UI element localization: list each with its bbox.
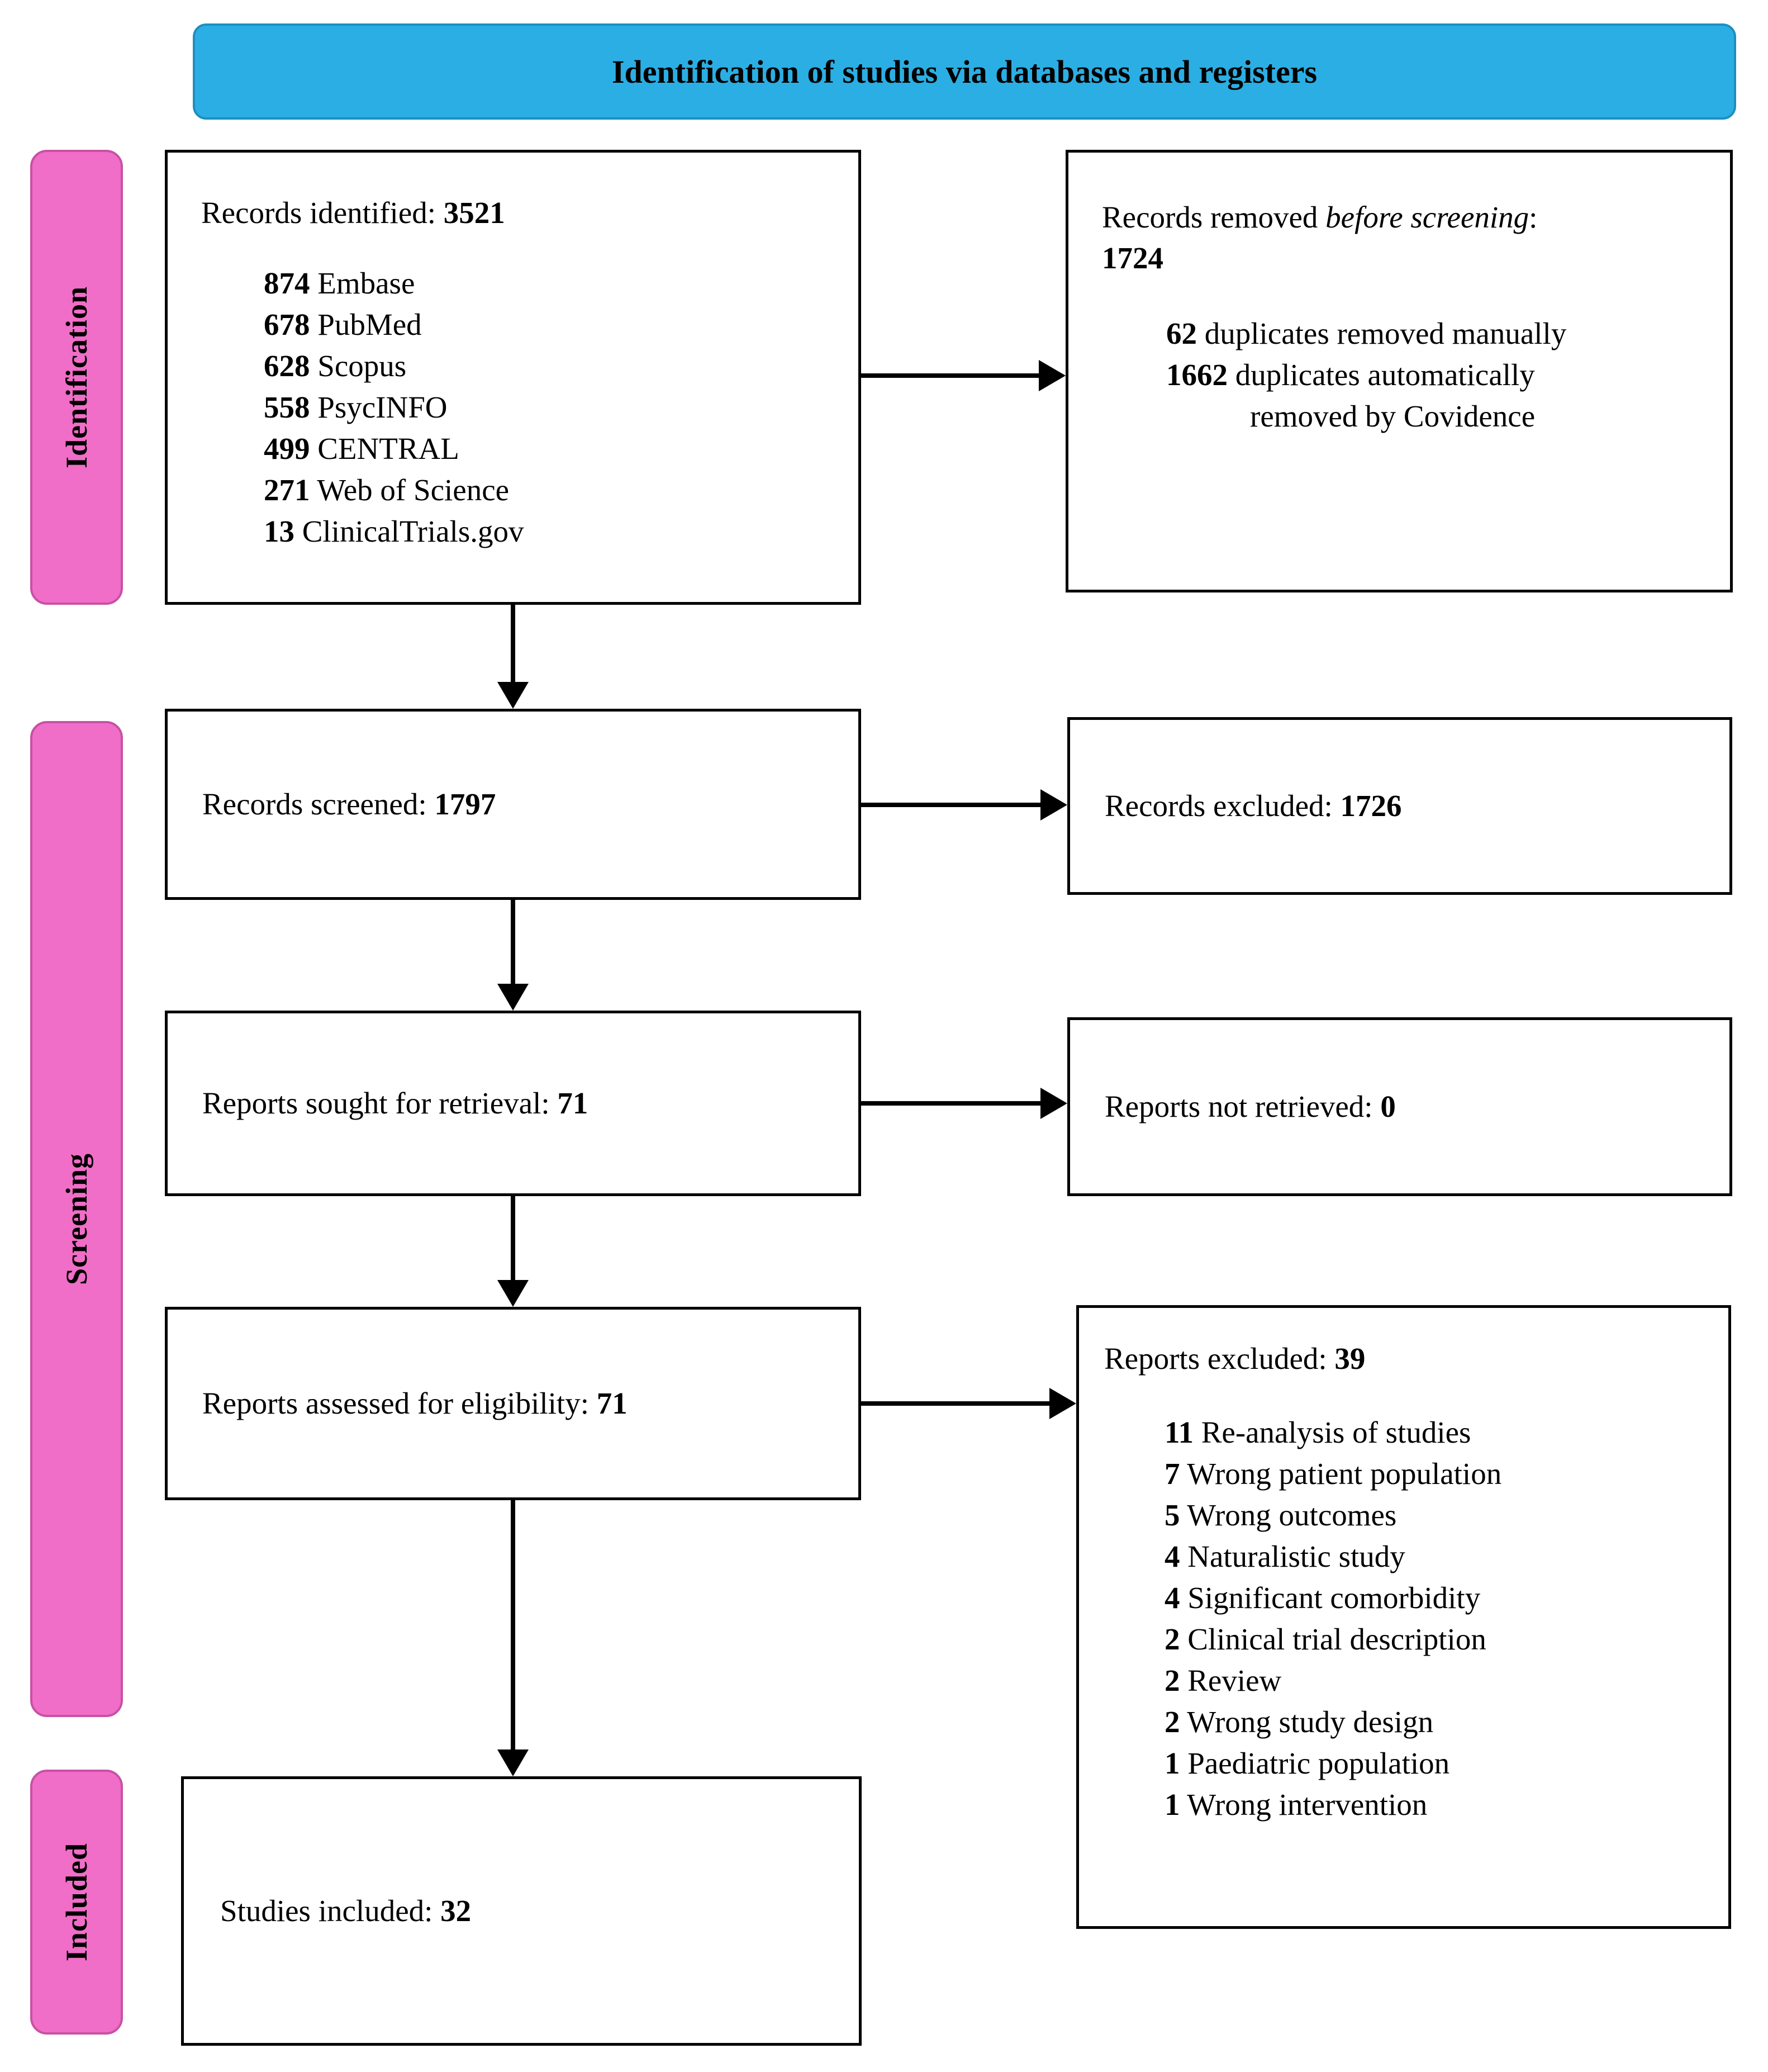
list-item: 5 Wrong outcomes [1165, 1497, 1397, 1532]
records-screened-count: 1797 [434, 786, 496, 821]
exclusion-reason-list [1165, 1412, 1703, 1826]
box-reports-sought [165, 1011, 861, 1196]
records-excluded-text: Records excluded: 1726 [1105, 788, 1402, 823]
records-excluded-count: 1726 [1340, 788, 1402, 823]
arrow-sought-to-not-retrieved [861, 1101, 1040, 1106]
records-identified-text [201, 193, 825, 234]
list-item: 1662 duplicates automatically removed by Covidence [1166, 358, 1536, 434]
box-reports-assessed [165, 1307, 861, 1500]
box-studies-included [181, 1776, 862, 2046]
diagram-header [193, 23, 1736, 120]
records-removed-emphasis: before screening [1325, 200, 1529, 234]
box-records-excluded [1067, 717, 1732, 895]
stage-label-included-text: Included [60, 1842, 93, 1962]
arrow-screened-to-sought [511, 900, 515, 984]
database-source-list [264, 263, 825, 552]
reports-sought-text: Reports sought for retrieval: 71 [202, 1085, 588, 1120]
list-item: 1 Wrong intervention [1165, 1787, 1428, 1822]
reports-assessed-text: Reports assessed for eligibility: 71 [202, 1386, 628, 1420]
list-item: 874 Embase [264, 265, 415, 300]
list-item: 2 Clinical trial description [1165, 1621, 1486, 1656]
reports-sought-count: 71 [557, 1085, 588, 1120]
list-item: 4 Significant comorbidity [1165, 1580, 1481, 1615]
list-item: 678 PubMed [264, 307, 422, 342]
records-removed-text: Records removed before screening: 1724 [1102, 200, 1538, 275]
list-item: 13 ClinicalTrials.gov [264, 514, 524, 548]
list-item: 4 Naturalistic study [1165, 1539, 1405, 1573]
list-item: 499 CENTRAL [264, 431, 459, 466]
duplicates-removed-list [1166, 313, 1696, 437]
box-records-identified [165, 150, 861, 605]
stage-label-screening-text: Screening [60, 1153, 93, 1285]
arrow-sought-to-assessed [511, 1196, 515, 1280]
diagram-title: Identification of studies via databases and registers [611, 53, 1318, 90]
box-records-screened [165, 709, 861, 900]
arrow-assessed-to-included [511, 1500, 515, 1749]
records-identified-label: Records identified: [201, 196, 444, 230]
records-removed-count: 1724 [1102, 240, 1163, 275]
stage-label-included [30, 1770, 123, 2035]
arrow-identified-to-screened [511, 605, 515, 682]
stage-label-identification [30, 150, 123, 605]
list-item: 7 Wrong patient population [1165, 1456, 1502, 1491]
arrow-identified-to-removed [861, 373, 1039, 378]
list-item: 628 Scopus [264, 348, 407, 383]
records-screened-text: Records screened: 1797 [202, 786, 496, 821]
studies-included-text: Studies included: 32 [220, 1893, 472, 1928]
stage-label-identification-text: Identification [60, 286, 93, 468]
list-item: 1 Paediatric population [1165, 1746, 1450, 1780]
reports-not-retrieved-text: Reports not retrieved: 0 [1105, 1089, 1396, 1123]
list-item: 2 Wrong study design [1165, 1704, 1434, 1739]
studies-included-count: 32 [440, 1893, 472, 1928]
box-records-removed [1066, 150, 1733, 592]
arrow-assessed-to-excluded [861, 1401, 1049, 1406]
box-reports-not-retrieved [1067, 1017, 1732, 1196]
reports-excluded-count: 39 [1334, 1341, 1366, 1376]
records-identified-count: 3521 [443, 196, 505, 230]
list-item: 11 Re-analysis of studies [1165, 1415, 1471, 1449]
reports-excluded-text: Reports excluded: 39 [1104, 1341, 1366, 1376]
reports-assessed-count: 71 [596, 1386, 628, 1420]
box-reports-excluded [1076, 1305, 1731, 1929]
list-item: 62 duplicates removed manually [1166, 316, 1567, 351]
stage-label-screening [30, 721, 123, 1717]
list-item: 558 PsycINFO [264, 390, 448, 424]
list-item: 2 Review [1165, 1663, 1282, 1698]
list-item: 271 Web of Science [264, 472, 510, 507]
reports-not-retrieved-count: 0 [1380, 1089, 1396, 1123]
arrow-screened-to-excluded [861, 803, 1040, 807]
